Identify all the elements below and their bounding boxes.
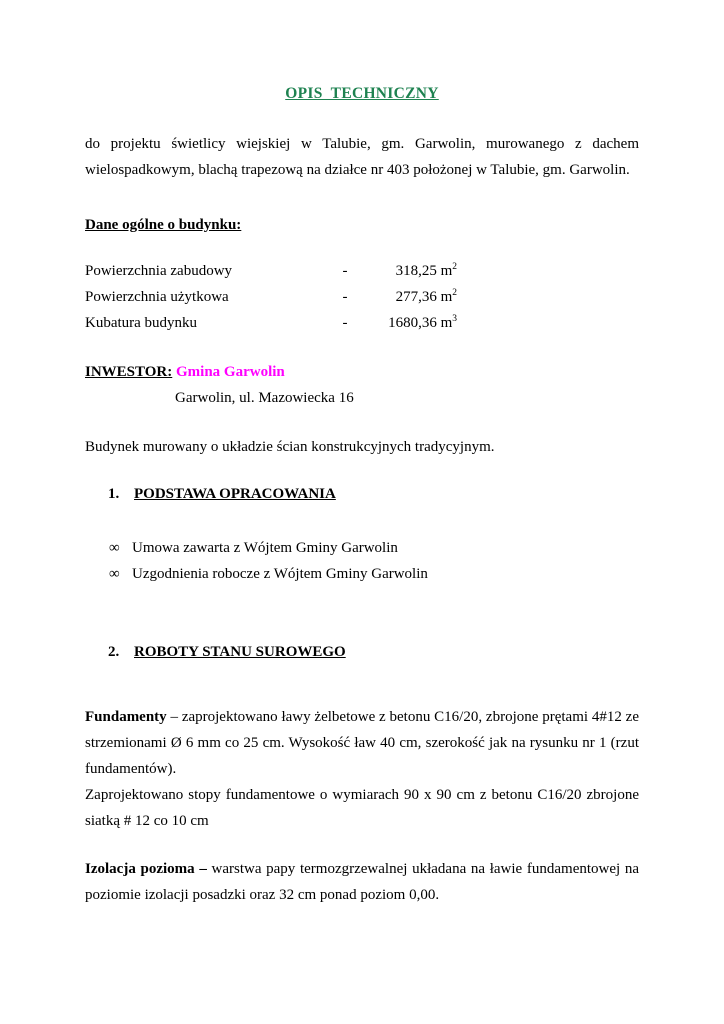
row-dash: - (342, 315, 348, 331)
row-value: 277,36 $m^2$ (395, 288, 457, 305)
row-label: Powierzchnia użytkowa (85, 289, 229, 305)
list-item (85, 561, 639, 587)
bullet-list (85, 535, 639, 587)
building-note: Budynek murowany o układzie ścian konstrukcyjnych tradycyjnym. (85, 439, 495, 455)
stopy-paragraph: Zaprojektowano stopy fundamentowe o wymiarach 90 x 90 cm z betonu C16/20 zbrojone siatką # 12 co 10 cm (85, 787, 639, 829)
table-row (85, 258, 639, 284)
row-value: 318,25 $m^2$ (395, 262, 457, 279)
section-1-heading (85, 481, 639, 507)
row-dash: - (342, 263, 348, 279)
bullet-text: Umowa zawarta z Wójtem Gminy Garwolin (132, 540, 398, 556)
investor-address: Garwolin, ul. Mazowiecka 16 (175, 390, 354, 406)
general-data-table (85, 258, 639, 336)
fundamenty-paragraph: Fundamenty – zaprojektowano ławy żelbetowe z betonu C16/20, zbrojone prętami 4#12 ze strzemionami Ø 6 mm co 25 cm. Wysokość ław 40 cm, szerokość jak na rysunku nr 1 (rzut fundamentów). (85, 709, 639, 777)
row-label: Powierzchnia zabudowy (85, 263, 233, 279)
izolacja-lead: Izolacja pozioma – (85, 861, 207, 877)
row-label: Kubatura budynku (85, 315, 198, 331)
investor-label: INWESTOR: (85, 364, 173, 380)
section-2-heading (85, 639, 639, 665)
investor-name: Gmina Garwolin (176, 364, 285, 380)
document-title: OPIS TECHNICZNY (285, 85, 439, 102)
intro-paragraph: do projektu świetlicy wiejskiej w Talubie, gm. Garwolin, murowanego z dachem wielospadkowym, blachą trapezową na działce nr 403 położonej w Talubie, gm. Garwolin. (85, 136, 639, 178)
section-heading-text: ROBOTY STANU SUROWEGO (134, 644, 346, 660)
table-row (85, 284, 639, 310)
section-number: 1. (108, 486, 120, 502)
general-data-heading: Dane ogólne o budynku: (85, 217, 242, 233)
bullet-text: Uzgodnienia robocze z Wójtem Gminy Garwolin (132, 566, 428, 582)
list-item (85, 535, 639, 561)
row-value: 1680,36 $m^3$ (388, 314, 457, 331)
table-row (85, 310, 639, 336)
fundamenty-lead: Fundamenty (85, 709, 167, 725)
section-number: 2. (108, 644, 120, 660)
row-dash: - (342, 289, 348, 305)
section-heading-text: PODSTAWA OPRACOWANIA (134, 486, 336, 502)
izolacja-paragraph: Izolacja pozioma – warstwa papy termozgrzewalnej układana na ławie fundamentowej na poziomie izolacji posadzki oraz 32 cm ponad poziom 0,00. (85, 861, 639, 903)
investor-block (85, 359, 639, 411)
infinity-bullet-icon: ∞ (109, 566, 120, 582)
infinity-bullet-icon: ∞ (109, 540, 120, 556)
